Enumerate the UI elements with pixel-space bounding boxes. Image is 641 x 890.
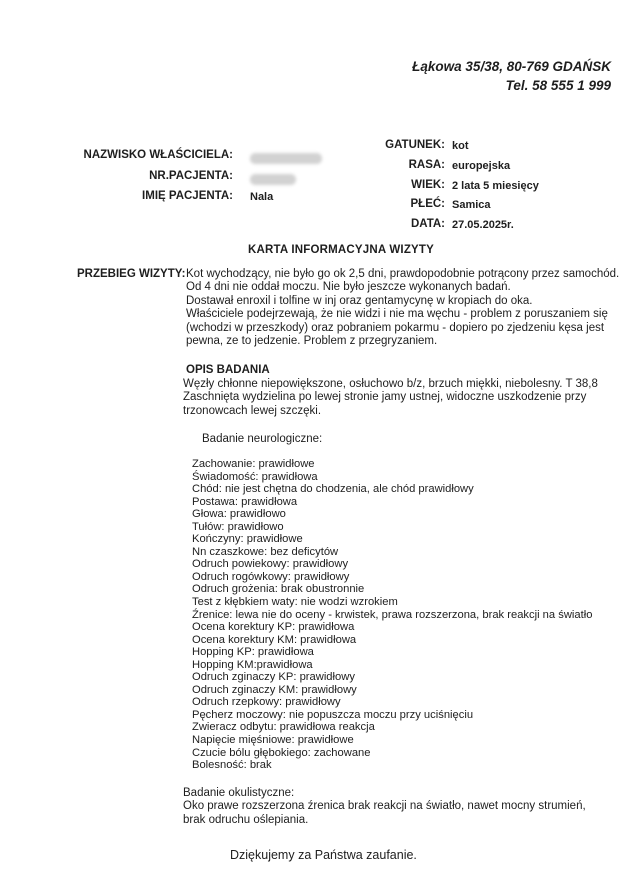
- neuro-item: Odruch rzepkowy: prawidłowy: [192, 696, 341, 709]
- clinic-phone: Tel. 58 555 1 999: [505, 78, 611, 93]
- patient-number-label: NR.PACJENTA:: [149, 170, 233, 182]
- clinic-address-block: [412, 57, 611, 95]
- species-label: GATUNEK:: [385, 139, 445, 151]
- neuro-item: Napięcie mięśniowe: prawidłowe: [192, 734, 354, 747]
- breed-value: europejska: [452, 160, 511, 172]
- exam-line: Węzły chłonne niepowiększone, osłuchowo b/z, brzuch miękki, niebolesny. T 38,8: [183, 378, 598, 390]
- neuro-item: Kończyny: prawidłowe: [192, 533, 303, 546]
- ophthalmo-section: [183, 787, 586, 827]
- date-value: 27.05.2025r.: [452, 219, 514, 231]
- neuro-item: Pęcherz moczowy: nie popuszcza moczu przy uciśnięciu: [192, 708, 474, 721]
- species-value: kot: [452, 140, 469, 152]
- neuro-item: Ocena korektury KM: prawidłowa: [192, 633, 357, 646]
- visit-line: Dostawał enroxil i tolfine w inj oraz gentamycynę w kropiach do oka.: [186, 294, 533, 307]
- neuro-item: Zwieracz odbytu: prawidłowa reakcja: [192, 721, 375, 734]
- sex-label: PŁEĆ:: [410, 198, 445, 210]
- neuro-item: Odruch zginaczy KM: prawidłowy: [192, 683, 357, 696]
- owner-value-redacted: [250, 151, 322, 169]
- ophthalmo-line: brak odruchu oślepiania.: [183, 813, 309, 826]
- neuro-item: Świadomość: prawidłowa: [192, 470, 318, 483]
- neuro-item: Głowa: prawidłowo: [192, 508, 286, 521]
- exam-heading: OPIS BADANIA: [186, 364, 270, 376]
- breed-label: RASA:: [408, 159, 445, 171]
- neuro-item: Źrenice: lewa nie do oceny - krwistek, prawa rozszerzona, brak reakcji na światło: [192, 608, 593, 621]
- visit-line: pewna, ze to jedzenie. Problem z przegryzaniem.: [186, 335, 438, 348]
- thank-you-footer: Dziękujemy za Państwa zaufanie.: [230, 848, 417, 862]
- neuro-item: Bolesność: brak: [192, 759, 272, 772]
- visit-line: Właściciele podejrzewają, że nie widzi i nie ma węchu - problem z poruszaniem się: [186, 308, 608, 321]
- neuro-item: Chód: nie jest chętna do chodzenia, ale chód prawidłowy: [192, 483, 474, 496]
- neuro-item: Hopping KM:prawidłowa: [192, 658, 313, 671]
- age-value: 2 lata 5 miesięcy: [452, 180, 539, 192]
- document-title: KARTA INFORMACYJNA WIZYTY: [248, 244, 435, 256]
- neuro-item: Odruch grożenia: brak obustronnie: [192, 583, 365, 596]
- neuro-item: Nn czaszkowe: bez deficytów: [192, 545, 339, 558]
- neuro-item: Ocena korektury KP: prawidłowa: [192, 621, 355, 634]
- visit-line: Od 4 dni nie oddał moczu. Nie było jeszcze wykonanych badań.: [186, 281, 511, 294]
- visit-line: (wchodzi w przeszkody) oraz pobraniem pokarmu - dopiero po zjedzeniu kęsa jest: [186, 321, 605, 334]
- neuro-item: Hopping KP: prawidłowa: [192, 646, 314, 659]
- neuro-item: Tułów: prawidłowo: [192, 520, 284, 533]
- neuro-item: Odruch zginaczy KP: prawidłowy: [192, 671, 355, 684]
- neuro-item: Zachowanie: prawidłowe: [192, 458, 315, 470]
- visit-course-label: PRZEBIEG WIZYTY:: [77, 268, 186, 280]
- owner-label: NAZWISKO WŁAŚCICIELA:: [83, 149, 233, 161]
- patient-name-value: Nala: [250, 191, 274, 203]
- neuro-item: Czucie bólu głębokiego: zachowane: [192, 746, 371, 759]
- neuro-item: Test z kłębkiem waty: nie wodzi wzrokiem: [192, 596, 398, 609]
- neuro-item: Postawa: prawidłowa: [192, 495, 298, 508]
- patient-number-redacted: [250, 172, 296, 190]
- exam-text: [183, 378, 598, 418]
- clinic-address: Łąkowa 35/38, 80-769 GDAŃSK: [412, 59, 611, 74]
- exam-line: trzonowcach lewej szczęki.: [183, 404, 322, 417]
- ophthalmo-heading: Badanie okulistyczne:: [183, 787, 295, 799]
- visit-course-text: [186, 268, 619, 348]
- neuro-list: [192, 458, 592, 772]
- sex-value: Samica: [452, 199, 491, 211]
- exam-line: Zaschnięta wydzielina po lewej stronie jamy ustnej, widoczne uszkodzenie przy: [183, 391, 587, 404]
- neuro-heading: Badanie neurologiczne:: [202, 433, 323, 445]
- date-label: DATA:: [410, 218, 445, 230]
- neuro-item: Odruch powiekowy: prawidłowy: [192, 558, 349, 571]
- patient-name-label: IMIĘ PACJENTA:: [142, 190, 233, 202]
- age-label: WIEK:: [411, 179, 445, 191]
- visit-line: Kot wychodzący, nie było go ok 2,5 dni, prawdopodobnie potrącony przez samochód.: [186, 268, 620, 280]
- neuro-item: Odruch rogówkowy: prawidłowy: [192, 570, 350, 583]
- ophthalmo-line: Oko prawe rozszerzona źrenica brak reakcji na światło, nawet mocny strumień,: [183, 800, 586, 813]
